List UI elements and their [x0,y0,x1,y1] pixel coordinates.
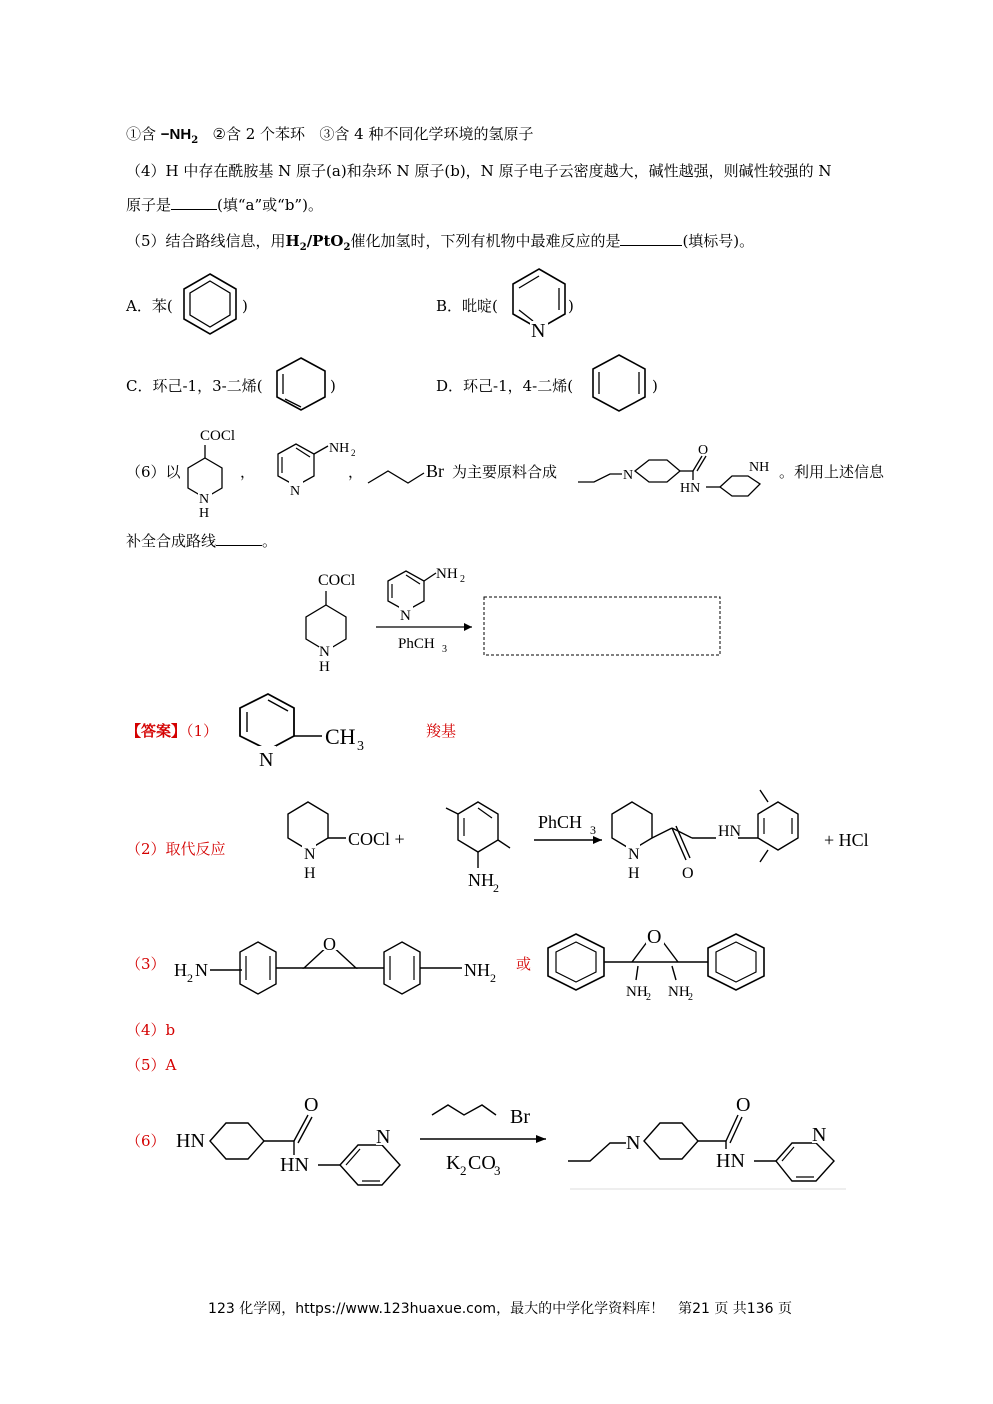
k-label: K [446,1152,461,1174]
nh2-label: NH [668,984,690,1000]
answer-3-structure-1 [170,928,550,1000]
comma: ， [348,463,364,481]
q4-text-end: (填“a”或“b”)。 [217,196,323,214]
1-bromopropane-structure [366,455,456,489]
n-label: N [259,749,274,771]
subscript: 2 [490,971,496,985]
nh2-label: NH [464,960,490,980]
cyclohexa-1-4-diene-structure [590,352,652,416]
answer-2-text: （2）取代反应 [126,840,226,858]
option-b-close: ) [568,297,574,315]
hn-label: HN [176,1130,205,1152]
option-c-label: C．环己-1，3-二烯( [126,377,263,395]
o-label: O [647,926,662,948]
q4-line2 [126,195,323,215]
answer-blank [620,231,682,246]
br-label: Br [426,461,444,481]
option-c-close: ) [330,377,336,395]
o-label: O [682,865,694,882]
n-label: N [195,960,208,980]
subscript: 2 [299,242,307,253]
comma: ， [240,463,256,481]
q5-suffix2: (填标号)。 [682,232,755,250]
3-aminopyridine-structure [258,440,358,504]
q6-suffix: 。利用上述信息 [779,463,885,481]
piperidine-acyl-chloride-structure [170,425,250,521]
option-d-label: D．环己-1，4-二烯( [436,377,574,395]
answer-3-num: （3） [126,955,166,973]
co-label: CO [468,1152,496,1174]
hcl-label: + HCl [824,830,869,850]
q5-suffix: 催化加氢时，下列有机物中最难反应的是 [350,232,621,250]
condition-1: ①含 [126,125,157,143]
h-label: H [319,659,330,675]
answer-6-reaction [170,1085,860,1195]
q5-prefix: （5）结合路线信息，用 [126,232,286,250]
cocl-label: COCl + [348,829,405,849]
q6-line2-text: 补全合成路线 [126,532,217,550]
nh2-label: NH [436,566,458,582]
h-label: H [304,865,316,882]
q5-line [126,231,754,258]
subscript: 2 [191,135,199,146]
subscript: 3 [442,644,447,655]
subscript: 2 [460,574,465,585]
condition-2: ②含 2 个苯环 [212,125,306,143]
subscript: 2 [646,992,651,1003]
nh2-label: NH [626,984,648,1000]
nh-label: NH [749,460,770,475]
n-label: N [628,846,640,863]
answer-blank [171,195,217,210]
hn-label: HN [718,823,742,840]
answer-6-num: （6） [126,1132,166,1150]
condition-line [126,124,533,151]
n-label: N [199,492,210,507]
q4-line1: （4）H 中存在酰胺基 N 原子(a)和杂环 N 原子(b)，N 原子电子云密度越大，碱性越强，则碱性较强的 N [126,162,832,180]
subscript: 2 [493,881,499,895]
cyclohexa-1-3-diene-structure [272,355,334,415]
reagent: H [285,232,300,250]
h-label: H [199,506,210,521]
synthesis-route-scheme [290,563,740,681]
page-footer: 123 化学网，https://www.123huaxue.com，最大的中学化学资料库！ 第21 页 共136 页 [208,1301,792,1317]
q6-mid: 为主要原料合成 [452,463,558,481]
answer-3-structure-2 [538,920,778,1004]
answer-box [484,597,720,655]
benzene-structure [178,270,248,340]
subscript: 3 [357,739,364,754]
answer-blank [216,531,262,546]
answer-4: （4）b [126,1021,176,1039]
2-methylpyridine-structure [230,688,390,772]
reagent-label: PhCH [398,636,435,652]
cocl-label: COCl [200,428,236,444]
answer-header: 【答案】 [126,722,187,740]
subscript: 2 [351,448,356,458]
hn-label: HN [280,1154,309,1176]
hn-label: HN [716,1150,745,1172]
subscript: 3 [590,823,596,837]
subscript: 2 [688,992,693,1003]
hn-label: HN [680,481,701,496]
target-molecule-structure [576,438,786,502]
answer-1-num: （1） [186,722,219,740]
reagent: /PtO [306,232,344,250]
nitrogen-atom: N [531,320,546,342]
o-label: O [698,443,709,458]
answer-5: （5）A [126,1056,177,1074]
n-label: N [319,644,330,660]
ch3-label: CH [325,724,356,749]
nh2-label: NH [329,441,350,456]
amino-group: −NH [160,126,192,143]
q6-line2-end: 。 [262,532,278,550]
o-label: O [304,1094,319,1116]
o-label: O [323,934,336,954]
answer-2-reaction [280,790,890,905]
condition-3: ③含 4 种不同化学环境的氢原子 [319,125,534,143]
option-b-label: B．吡啶( [436,297,498,315]
h-label: H [628,865,640,882]
reagent-label: PhCH [538,812,583,832]
answer-label [126,721,218,741]
subscript: 2 [460,1163,467,1178]
option-a-label: A．苯( [126,297,173,315]
h2n-label: H [174,960,187,980]
nh2-label: NH [468,870,494,890]
n-label: N [623,468,634,483]
subscript: 3 [494,1163,501,1178]
cocl-label: COCl [318,572,356,589]
option-d-close: ) [652,377,658,395]
n-label: N [812,1124,827,1146]
n-label: N [304,846,316,863]
n-label: N [626,1132,641,1154]
answer-1-text: 羧基 [426,722,457,740]
br-label: Br [510,1106,530,1128]
subscript: 2 [187,971,193,985]
subscript: 2 [343,242,351,253]
n-label: N [290,484,301,499]
o-label: O [736,1094,751,1116]
n-label: N [376,1126,391,1148]
n-label: N [400,608,411,624]
q4-text: 原子是 [126,196,172,214]
q6-line2 [126,531,277,551]
option-a-close: ) [242,297,248,315]
answer-3-or: 或 [516,955,532,973]
q6-prefix: （6）以 [126,463,181,481]
